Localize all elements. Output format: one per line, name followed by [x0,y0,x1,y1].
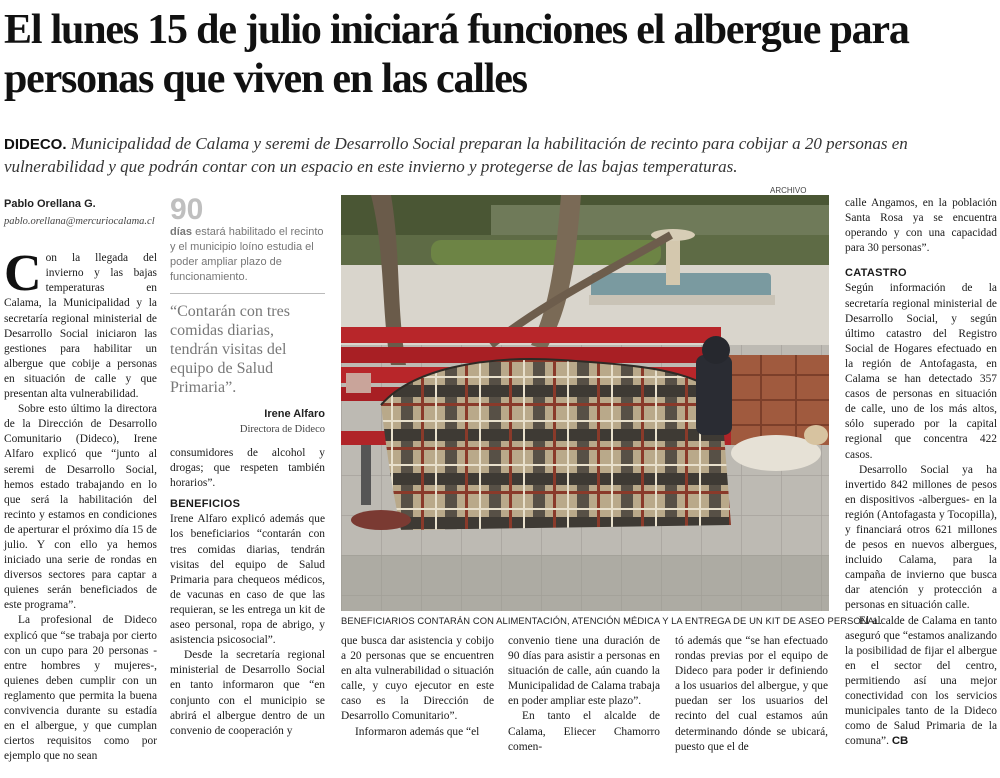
byline-name: Pablo Orellana G. [4,198,96,210]
paragraph: Informaron además que “el [355,725,480,738]
divider [170,293,325,294]
news-photo [341,195,829,611]
paragraph: Sobre esto último la directora de la Dirección de Desarrollo Comunitario (Dideco), Irene Alfaro explicó que “junto al seremi de Desarrollo Social, hemos estado trabajando en lo que será la habilitación del recinto y estamos en condiciones de aperturar el próximo día 15 de julio. Y con ello ya hemos iniciado una serie de rondas en diversos sectores para captar a quienes serán beneficiados de este programa”. [4,403,157,612]
article-column-6 [845,196,997,749]
paragraph: En tanto el alcalde de Calama, Eliecer Chamorro comen- [508,710,660,753]
end-mark: CB [891,735,909,748]
paragraph: convenio tiene una duración de 90 días para asistir a personas en situación de calle, aún cuando la Municipalidad de Calama trabaja en poder ampliar este plazo”. [508,635,660,708]
subhead-beneficios: BENEFICIOS [170,498,241,511]
headline: El lunes 15 de julio iniciará funciones el albergue para personas que viven en las calles [4,7,909,102]
quote-author: Irene Alfaro [264,408,325,420]
deck-kicker: DIDECO. [4,136,67,153]
deck-text: Municipalidad de Calama y seremi de Desarrollo Social preparan la habilitación de recinto para cobijar a 20 personas en vulnerabilidad y que podrán contar con un espacio en este invierno y protegerse de las bajas temperaturas. [4,134,908,176]
article-column-5 [675,634,828,755]
sidebar-column [170,195,325,437]
byline-email: pablo.orellana@mercuriocalama.cl [4,216,155,228]
photo-caption: BENEFICIARIOS CONTARÁN CON ALIMENTACIÓN, ATENCIÓN MÉDICA Y LA ENTREGA DE UN KIT DE ASEO PERSONAL. [341,615,883,626]
stat-text: días estará habilitado el recinto y el municipio loíno estudia el poder ampliar plazo de funcionamiento. [170,226,324,283]
photo-credit: ARCHIVO [770,186,807,195]
photo-illustration [341,195,829,611]
deck [4,133,994,178]
paragraph: Según información de la secretaría regional ministerial de Desarrollo Social, y según último catastro del Registro Social de Hogares efectuado en la región de Antofagasta, en Calama se han detectado 357 casos de personas en situación de calle, uno de los más altos, sólo superado por la capital regional que concentra 422 casos. [845,282,997,461]
paragraph: que busca dar asistencia y cobijo a 20 personas que se encuentren en alta vulnerabilidad o situación calle, y cuyo ejecutor en este caso es la Dirección de Desarrollo Comunitario”. [341,635,494,723]
paragraph: tó además que “se han efectuado rondas previas por el equipo de Dideco para poder ir definiendo a los usuarios del albergue, y que puedan ser los usuarios del recinto del cual estamos aún determinando dónde se ubicará, puesto que el de [675,635,828,753]
article-column-2 [170,446,325,739]
paragraph: La profesional de Dideco explicó que “se trabaja por cierto con un cupo para 20 personas -entre hombres y mujeres-, quienes deben cumplir con un reglamento que permita la buena convivencia durante su estadía en el albergue, y que cumplan ciertos requisitos como por ejemplo que no sean [4,614,157,763]
stat-number: 90 [170,193,204,226]
paragraph: Con la llegada del invierno y las bajas temperaturas en Calama, la Municipalidad y la secretaría regional ministerial de Desarrollo Social iniciaron las gestiones para habilitar un albergue que cobije a personas en situación de calle y que presentan alta vulnerabilidad. [4,245,157,401]
subhead-catastro: CATASTRO [845,267,907,280]
drop-cap: C [4,245,42,303]
paragraph: consumidores de alcohol y drogas; que respeten también horarios”. [170,447,325,490]
quote-role: Directora de Dideco [239,424,325,436]
paragraph: Irene Alfaro explicó además que los beneficiarios “contarán con tres comidas diarias, tendrán visitas del equipo de Salud Primaria para chequeos médicos, de vacunas en caso de que las requieran, se les entrega un kit de aseo personal, ropa de abrigo, y asistencia psicosocial”. [170,513,325,647]
paragraph: Desarrollo Social ya ha invertido 842 millones de pesos en dispositivos -albergues- en la región (Antofagasta y Tocopilla), y financiará otros 621 millones de pesos en nuevos albergues, incluido Calama, para la campaña de invierno que busca dar atención y protección a personas en situación calle. [845,463,997,612]
paragraph: calle Angamos, en la población Santa Rosa ya se encuentra operando y con una capacidad para 30 personas”. [845,197,997,255]
article-column-3 [341,634,494,740]
paragraph: Desde la secretaría regional ministerial de Desarrollo Social en tanto informaron que “en conjunto con el municipio se abrirá el albergue dentro de un convenio de cooperación y [170,649,325,737]
paragraph: El alcalde de Calama en tanto aseguró que “estamos analizando la posibilidad de fijar el albergue en el sector del centro, permitiendo así una mejor conectividad con los servicios municipales tanto de la Dideco como de Salud Primaria de la comuna”. CB [845,614,997,748]
pull-quote: “Contarán con tres comidas diarias, tendrán visitas del equipo de Salud Primaria”. [170,303,290,396]
article-column-1 [4,197,157,764]
article-column-4 [508,634,660,755]
